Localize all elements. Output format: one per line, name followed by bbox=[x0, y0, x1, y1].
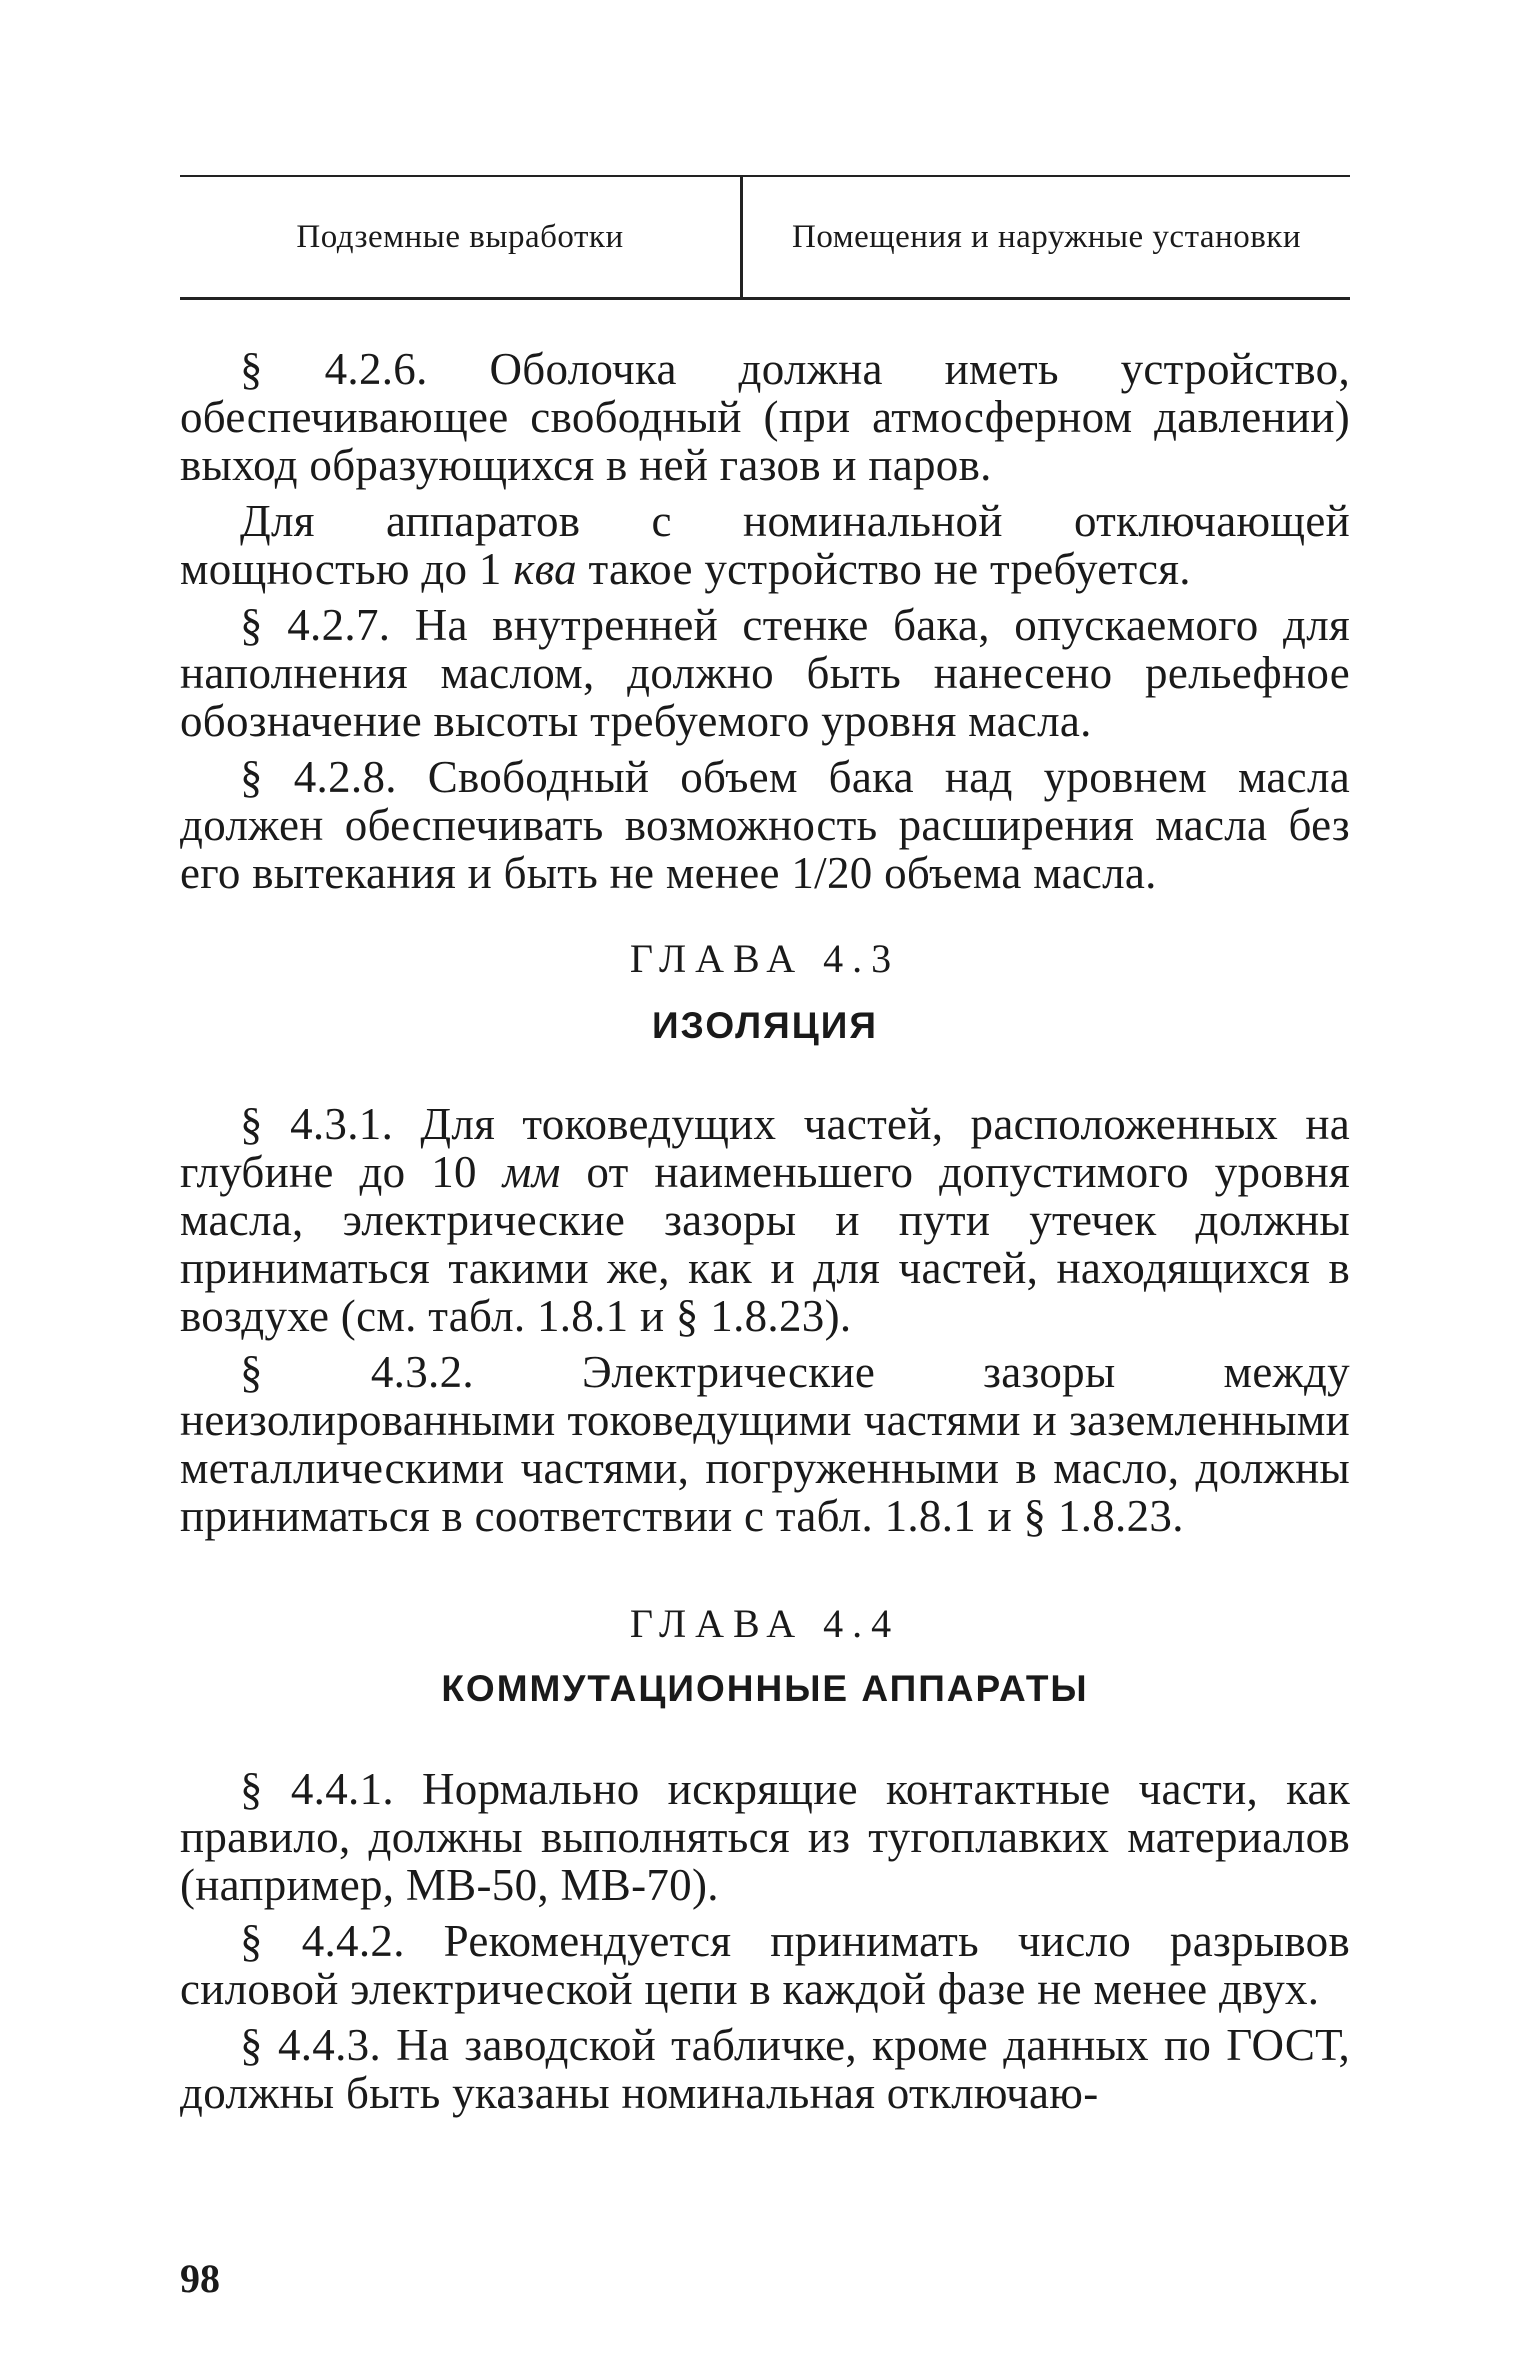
paragraph-4-2-6: § 4.2.6. Оболочка должна иметь устройство, обеспечивающее свободный (при атмосферном давлении) выход образующихся в ней газов и паров. bbox=[180, 344, 1350, 490]
paragraph-4-2-7: § 4.2.7. На внутренней стенке бака, опускаемого для наполнения маслом, должно быть нанесено рельефное обозначение высоты требуемого уровня масла. bbox=[180, 600, 1350, 746]
chapter-4-3-label: ГЛАВА 4.3 bbox=[629, 936, 901, 981]
book-page bbox=[180, 0, 1350, 2362]
paragraph-kva-note: Для аппаратов с номинальной отключающей мощностью до 1 ква такое устройство не требуется. bbox=[180, 496, 1350, 594]
header-right-column: Помещения и наружные установки bbox=[740, 177, 1350, 297]
chapter-4-4-title: КОММУТАЦИОННЫЕ АППАРАТЫ bbox=[441, 1668, 1089, 1709]
paragraph-4-3-2: § 4.3.2. Электрические зазоры между неизолированными токоведущими частями и заземленными металлическими частями, погруженными в масло, должны приниматься в соответствии с табл. 1.8.1 и § 1.8.23. bbox=[180, 1347, 1350, 1541]
paragraph-4-4-1: § 4.4.1. Нормально искрящие контактные части, как правило, должны выполняться из тугоплавких материалов (например, МВ-50, МВ-70). bbox=[180, 1764, 1350, 1910]
section-4-2-block bbox=[180, 345, 1350, 897]
paragraph-4-4-2: § 4.4.2. Рекомендуется принимать число разрывов силовой электрической цепи в каждой фазе не менее двух. bbox=[180, 1916, 1350, 2014]
section-4-3-block bbox=[180, 1100, 1350, 1540]
section-4-4-block bbox=[180, 1765, 1350, 2117]
header-left-column: Подземные выработки bbox=[296, 218, 624, 255]
unit-mm: мм bbox=[502, 1147, 561, 1197]
paragraph-4-4-3: § 4.4.3. На заводской табличке, кроме данных по ГОСТ, должны быть указаны номинальная отключаю- bbox=[180, 2020, 1350, 2118]
chapter-4-4-label: ГЛАВА 4.4 bbox=[629, 1601, 901, 1646]
running-header bbox=[180, 175, 1350, 300]
chapter-4-3-title: ИЗОЛЯЦИЯ bbox=[652, 1005, 878, 1046]
paragraph-4-3-1: § 4.3.1. Для токоведущих частей, расположенных на глубине до 10 мм от наименьшего допустимого уровня масла, электрические зазоры и пути утечек должны приниматься такими же, как и для частей, находящихся в воздухе (см. табл. 1.8.1 и § 1.8.23). bbox=[180, 1099, 1350, 1341]
page-number: 98 bbox=[180, 2256, 220, 2301]
unit-kva: ква bbox=[513, 544, 577, 594]
paragraph-4-2-8: § 4.2.8. Свободный объем бака над уровнем масла должен обеспечивать возможность расширения масла без его вытекания и быть не менее 1/20 объема масла. bbox=[180, 752, 1350, 898]
